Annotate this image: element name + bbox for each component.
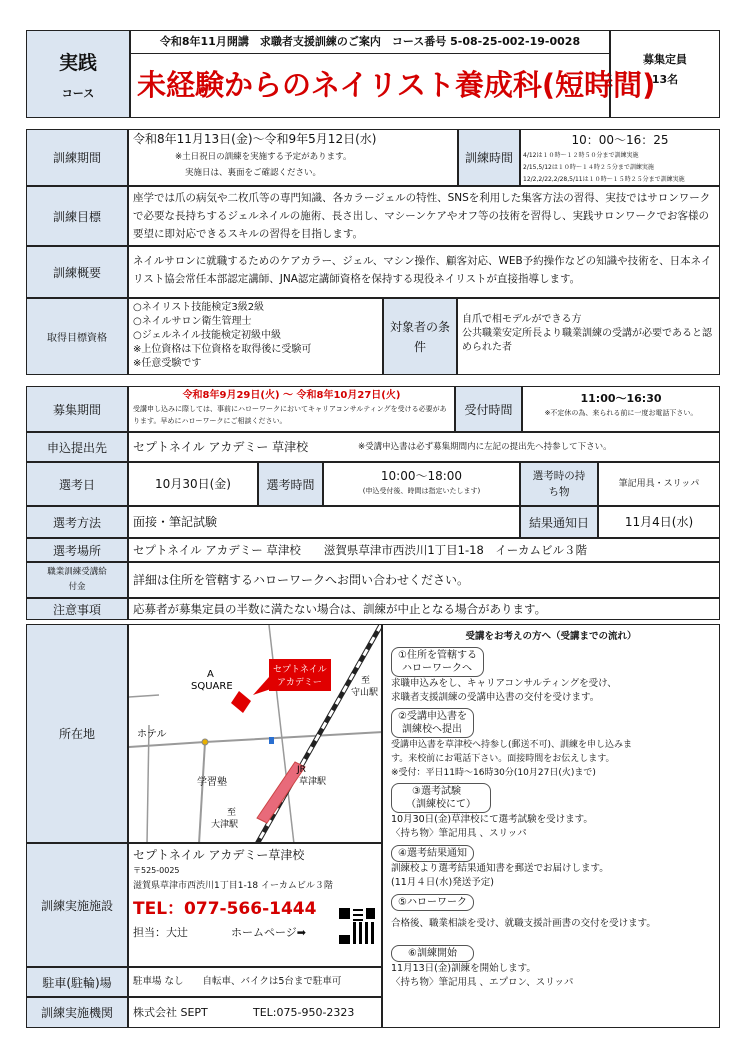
overview-label: 訓練概要	[26, 246, 128, 298]
reception-value: 11:00～16:30	[580, 392, 662, 405]
recruit-value: 令和8年9月29日(火) ～ 令和8年10月27日(火)	[182, 390, 401, 401]
training-hours-label: 訓練時間	[458, 129, 520, 186]
application-label: 申込提出先	[26, 432, 128, 462]
exam-time-note: (申込受付後、時間は指定いたします)	[362, 487, 481, 495]
qualification-item: ○ネイリスト技能検定3級2級	[133, 302, 265, 313]
application-note: ※受講申込書は必ず募集期間内に左記の提出先へ持参して下さい。	[358, 442, 612, 452]
exam-time-cell	[323, 462, 520, 506]
qr-code[interactable]	[338, 907, 376, 945]
exam-method-value: 面接・筆記試験	[128, 506, 520, 538]
map-road	[129, 695, 159, 697]
flow-step3-text2: 〈持ち物〉筆記用具 、スリッパ	[391, 828, 527, 839]
flow-step1-head	[391, 647, 484, 677]
map-label-jr-station: 草津駅	[299, 777, 327, 787]
exam-items-label: 選考時の持ち物	[520, 462, 598, 506]
capacity-value: 13名	[651, 73, 679, 86]
reception-cell	[522, 386, 720, 432]
location-label: 所在地	[26, 624, 128, 843]
qualification-item: ※上位資格は下位資格を取得後に受験可	[133, 344, 312, 355]
training-hours-value: 10：00～16：25	[571, 133, 669, 147]
homepage-link[interactable]: ホームページ➡	[231, 926, 306, 939]
target-cell	[457, 298, 720, 375]
exam-date-value: 10月30日(金)	[128, 462, 258, 506]
flow-step4-text2: (11月４日(水)発送予定)	[391, 877, 494, 888]
caution-value: 応募者が募集定員の半数に満たない場合は、訓練が中止となる場合があります。	[128, 598, 720, 620]
training-hours-note: 2/15,5/12は１０時～１４時２５分まで訓練実施	[523, 164, 654, 171]
map-label-juku: 学習塾	[197, 777, 227, 788]
map-road	[147, 725, 149, 843]
course-level-main: 実践	[58, 51, 97, 74]
flow-step6-head: ⑥訓練開始	[391, 945, 474, 962]
training-period-label: 訓練期間	[26, 129, 128, 186]
training-period-note1: ※土日祝日の訓練を実施する予定があります。	[175, 152, 352, 162]
flow-step6-text2: 〈持ち物〉筆記用具 、エプロン、スリッパ	[391, 977, 574, 988]
result-value: 11月4日(水)	[598, 506, 720, 538]
flow-step6-text1: 11月13日(金)訓練を開始します。	[391, 963, 536, 974]
flow-step5-head: ⑤ハローワーク	[391, 894, 474, 911]
recruit-note: 受講申し込みに際しては、事前にハローワークにおいてキャリアコンサルティングを受ける必要があります。早めにハローワークにご相談ください。	[133, 405, 447, 425]
flow-step2-text3: ※受付：平日11時～16時30分(10月27日(火)まで)	[391, 768, 596, 778]
flow-step5-text: 合格後、職業相談を受け、就職支援計画書の交付を受けます。	[391, 918, 656, 929]
flow-step2-head	[391, 708, 474, 738]
training-period-value: 令和8年11月13日(金)～令和9年5月12日(水)	[133, 132, 377, 146]
map-label-hotel: ホテル	[137, 729, 167, 740]
map-label-a-square: SQUARE	[191, 681, 233, 692]
flow-step3-text1: 10月30日(金)草津校にて選考試験を受けます。	[391, 814, 593, 825]
parking-label: 駐車(駐輪)場	[26, 967, 128, 997]
academy-callout-text: セプトネイル	[273, 665, 327, 675]
map-label-otsu: 大津駅	[211, 820, 239, 830]
goal-text: 座学では爪の病気や二枚爪等の専門知識、各カラージェルの特性、SNSを利用した集客方法の習得、実技ではサロンワークで必要な長持ちするジェルネイルの施術、長さ出し、マシーンケアやオフ等の技術を習得し、実践サロンワークでお客様の要望に即対応できるスキルの習得を目指します。	[128, 186, 720, 246]
flow-step2-text2: す。来校前にお電話下さい。面接時間をお伝えします。	[391, 754, 615, 764]
map-label-jr: JR	[297, 765, 306, 775]
target-label: 対象者の条件	[383, 298, 457, 375]
application-cell	[128, 432, 720, 462]
reception-label: 受付時間	[455, 386, 522, 432]
recruit-label: 募集期間	[26, 386, 128, 432]
flow-step1-text2: 求職者支援訓練の受講申込書の交付を受けます。	[391, 692, 600, 703]
map-label-otsu: 至	[227, 808, 237, 818]
qualification-cell	[128, 298, 383, 375]
organization-label: 訓練実施機関	[26, 997, 128, 1028]
training-period-note2: 実施日は、裏面をご確認ください。	[185, 168, 322, 178]
facility-zip: 〒525-0025	[133, 866, 180, 875]
qualification-label: 取得目標資格	[26, 298, 128, 375]
flow-step3-head1: ③選考試験	[412, 786, 461, 797]
page-title: 未経験からのネイリスト養成科(短時間)	[137, 68, 656, 102]
capacity-label: 募集定員	[643, 53, 687, 66]
exam-place-label: 選考場所	[26, 538, 128, 562]
course-level-box	[26, 30, 130, 118]
parking-value: 駐車場 なし 自転車、バイクは5台まで駐車可	[128, 967, 382, 997]
capacity-box	[610, 30, 720, 118]
qualification-item: ○ジェルネイル技能検定初級中級	[133, 330, 282, 341]
academy-building	[231, 691, 251, 713]
facility-contact: 担当：大辻	[133, 926, 188, 939]
flow-title: 受講をお考えの方へ（受講までの流れ）	[465, 631, 637, 642]
traffic-signal-icon	[202, 739, 208, 745]
flow-step3-head	[391, 783, 491, 813]
facility-address: 滋賀県草津市西渋川1丁目1-18 イーカムビル３階	[133, 881, 333, 891]
facility-tel[interactable]: TEL：077-566-1444	[133, 899, 317, 919]
reception-note: ※不定休の為、来られる前に一度お電話下さい。	[544, 409, 698, 417]
caution-label: 注意事項	[26, 598, 128, 620]
access-map	[128, 624, 382, 843]
organization-name: 株式会社 SEPT	[133, 1005, 208, 1019]
organization-tel: TEL:075-950-2323	[253, 1005, 355, 1019]
training-hours-cell	[520, 129, 720, 186]
organization-cell	[128, 997, 382, 1028]
academy-callout-text: アカデミー	[277, 678, 322, 688]
signal-icon	[269, 737, 274, 744]
flow-step2-text1: 受講申込書を草津校へ持参し(郵送不可)、訓練を申し込みま	[391, 740, 633, 750]
flow-step4-text1: 訓練校より選考結果通知書を郵送でお届けします。	[391, 863, 609, 874]
exam-place-value: セプトネイル アカデミー 草津校 滋賀県草津市西渋川1丁目1-18 イーカムビル３階	[128, 538, 720, 562]
goal-label: 訓練目標	[26, 186, 128, 246]
map-label-a-square: A	[207, 669, 214, 680]
facility-label: 訓練実施施設	[26, 843, 128, 967]
exam-date-label: 選考日	[26, 462, 128, 506]
flow-step4-head: ④選考結果通知	[391, 845, 474, 862]
map-label-moriyama: 至	[361, 676, 371, 686]
benefit-value: 詳細は住所を管轄するハローワークへお問い合わせください。	[128, 562, 720, 598]
header-subtitle: 令和8年11月開講 求職者支援訓練のご案内 コース番号 5-08-25-002-19-0028	[131, 31, 609, 54]
exam-method-label: 選考方法	[26, 506, 128, 538]
training-period-cell	[128, 129, 458, 186]
header-center	[130, 30, 656, 118]
flow-step2-head1: ②受講申込書を	[398, 711, 467, 722]
map-road	[199, 742, 205, 843]
flow-step1-text1: 求職申込みをし、キャリアコンサルティングを受け、	[391, 678, 617, 689]
facility-name: セプトネイル アカデミー草津校	[133, 848, 305, 862]
flow-step3-head2: （訓練校にて）	[406, 799, 476, 810]
benefit-label: 職業訓練受講給付金	[26, 562, 128, 598]
map-road	[129, 732, 382, 747]
application-value: セプトネイル アカデミー 草津校	[133, 440, 309, 454]
flow-step1-head2: ハローワークへ	[402, 663, 472, 674]
exam-time-label: 選考時間	[258, 462, 323, 506]
map-svg	[129, 625, 382, 843]
training-hours-note: 12/2,2/22,2/28,5/11は１０時～１５時２５分まで訓練実施	[523, 176, 685, 183]
training-hours-note: 4/12は１０時～１２時５０分まで訓練実施	[523, 152, 639, 159]
exam-time-value: 10:00～18:00	[380, 469, 463, 483]
flow-step1-head1: ①住所を管轄する	[398, 650, 477, 661]
flow-step2-head2: 訓練校へ提出	[402, 724, 462, 735]
overview-text: ネイルサロンに就職するためのケアカラー、ジェル、マシン操作、顧客対応、WEB予約操作などの知識や技術を、日本ネイリスト協会常任本部認定講師、JNA認定講師資格を保持する現役ネイリストが直接指導します。	[128, 246, 720, 298]
target-text2: 公共職業安定所長より職業訓練の受講が必要であると認められた者	[462, 328, 712, 353]
map-label-moriyama: 守山駅	[351, 688, 379, 698]
target-text1: 自爪で相モデルができる方	[462, 314, 582, 325]
exam-items-value: 筆記用具・スリッパ	[598, 462, 720, 506]
course-level-sub: コース	[61, 86, 95, 100]
facility-cell	[128, 843, 382, 967]
qualification-item: ※任意受験です	[133, 358, 202, 369]
recruit-cell	[128, 386, 455, 432]
flow-panel	[382, 624, 720, 1028]
result-label: 結果通知日	[520, 506, 598, 538]
qualification-item: ○ネイルサロン衛生管理士	[133, 316, 252, 327]
